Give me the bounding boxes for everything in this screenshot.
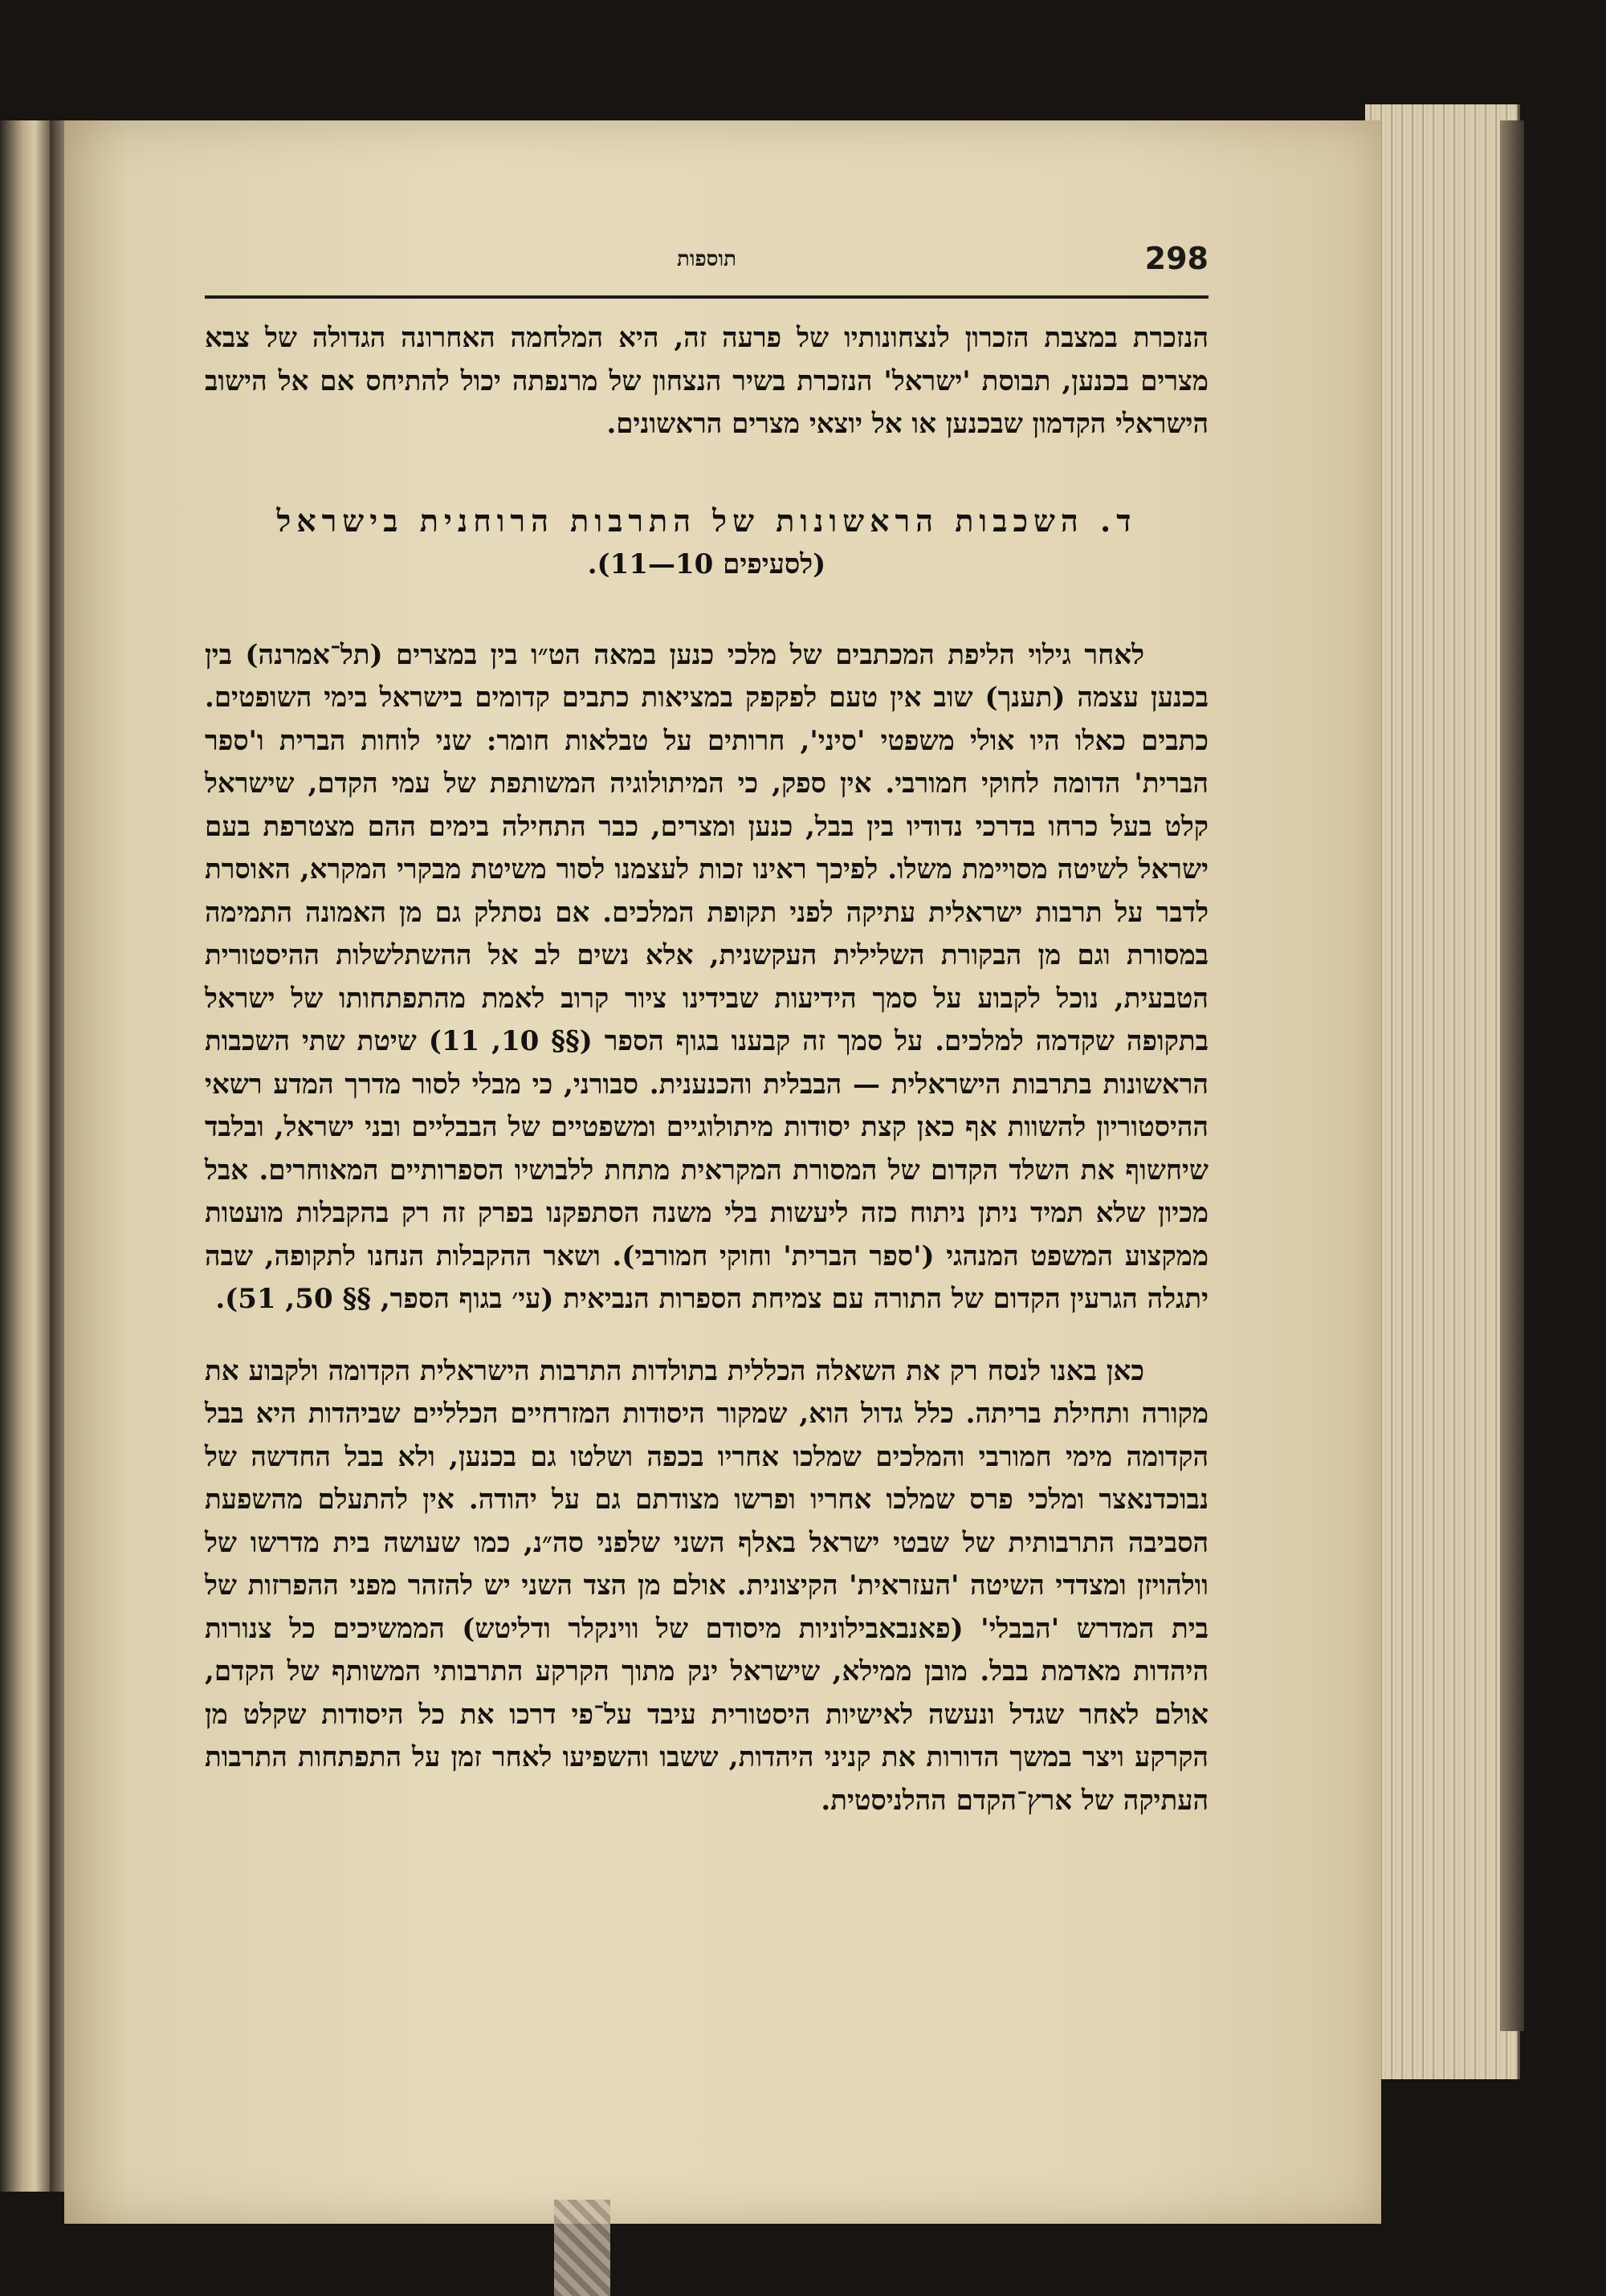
paragraph-gap bbox=[205, 1321, 1209, 1350]
paragraph-intro: הנזכרת במצבת הזכרון לנצחונותיו של פרעה זה, היא המלחמה האחרונה הגדולה של צבא מצרים בכנען, תבוסת 'ישראל' הנזכרת בשיר הנצחון של מרנפתה יכול להתיחס אם אל הישוב הישראלי הקדמון שבכנען או אל יוצאי מצרים הראשונים. bbox=[205, 322, 1209, 440]
header-rule bbox=[205, 295, 1209, 299]
gutter-shadow bbox=[50, 120, 66, 2192]
left-page-edge bbox=[0, 120, 50, 2192]
bookmark-ribbon bbox=[554, 2200, 610, 2296]
paragraph-2: כאן באנו לנסח רק את השאלה הכללית בתולדות התרבות הישראלית הקדומה ולקבוע את מקורה ותחילת בריתה. כלל גדול הוא, שמקור היסודות המזרחיים הכלליים שביהדות היא בבל הקדומה מימי חמורבי והמלכים שמלכו אחריו בכפה ושלטו גם בכנען, ולא בבל החדשה של נבוכדנאצר ומלכי פרס שמלכו אחריו ופרשו מצודתם גם על יהודה. אין להתעלם מהשפעת הסביבה התרבותית של שבטי ישראל באלף השני שלפני סה״נ, כמו שעושה בית מדרשו של וולהויזן ומצדדי השיטה 'העזראית' הקיצונית. אולם מן הצד השני יש להזהר מפני ההפרזות של בית המדרש 'הבבלי' (פאנבאבילוניות מיסודם של ווינקלר ודליטש) הממשיכים כל צנורות היהדות מאדמת בבל. מובן ממילא, שישראל ינק מתוך הקרקע התרבותי המשותף של הקדם, אולם לאחר שגדל ונעשה לאישיות היסטורית עיבד על־פי דרכו את כל היסודות שקלט מן הקרקע ויצר במשך הדורות את קניני היהדות, ששבו והשפיעו לאחר זמן על התפתחות התרבות העתיקה של ארץ־הקדם ההלניסטית. bbox=[205, 1354, 1209, 1817]
page-stack-shadow bbox=[1500, 120, 1524, 2031]
running-head: תוספות bbox=[677, 247, 736, 271]
paragraph-1: לאחר גילוי הליפת המכתבים של מלכי כנען במאה הט״ו בין במצרים (תל־אמרנה) בין בכנען עצמה (תענך) שוב אין טעם לפקפק במציאות כתבים קדומים בישראל בימי השופטים. כתבים כאלו היו אולי משפטי 'סיני', חרותים על טבלאות חומר: שני לוחות הברית ו'ספר הברית' הדומה לחוקי חמורבי. אין ספק, כי המיתולוגיה המשותפת של עמי הקדם, שישראל קלט בעל כרחו בדרכי נדודיו בין בבל, כנען ומצרים, כבר התחילה בימים ההם מצטרפת בעם ישראל לשיטה מסויימת משלו. לפיכך ראינו זכות לעצמנו לסור משיטת מבקרי המקרא, האוסרת לדבר על תרבות ישראלית עתיקה לפני תקופת המלכים. אם נסתלק גם מן האמונה התמימה במסורת וגם מן הבקורת השלילית העקשנית, אלא נשים לב אל ההשתלשלות ההיסטורית הטבעית, נוכל לקבוע על סמך הידיעות שבידינו ציור קרוב לאמת מהתפתחותו של ישראל בתקופה שקדמה למלכים. על סמך זה קבענו בגוף הספר (§§ 10, 11) שיטת שתי השכבות הראשונות בתרבות הישראלית — הבבלית והכנענית. סבורני, כי מבלי לסור מדרך המדע רשאי ההיסטוריון להשוות אף כאן קצת יסודות מיתולוגיים ומשפטיים של הבבליים ובני ישראל, ובלבד שיחשוף את השלד הקדום של המסורת המקראית מתחת ללבושיו הספרותיים המאוחרים. אבל מכיון שלא תמיד ניתן ניתוח כזה ליעשות בלי משנה הסתפקנו בפרק זה רק בהקבלות מועטות ממקצוע המשפט המנהגי ('ספר הברית' וחוקי חמורבי). ושאר ההקבלות הנחנו לתקופה, שבה יתגלה הגרעין הקדום של התורה עם צמיחת הספרות הנביאית (עי׳ בגוף הספר, §§ 50, 51). bbox=[205, 638, 1209, 1315]
page-header bbox=[205, 241, 1209, 289]
page-number: 298 bbox=[1144, 241, 1209, 276]
section-title: ד. השכבות הראשונות של התרבות הרוחנית בישראל bbox=[276, 502, 1137, 539]
text-column bbox=[205, 317, 1209, 1822]
page-stack-edge bbox=[1365, 104, 1520, 2079]
section-subtitle: (לסעיפים 10—11). bbox=[587, 548, 826, 580]
